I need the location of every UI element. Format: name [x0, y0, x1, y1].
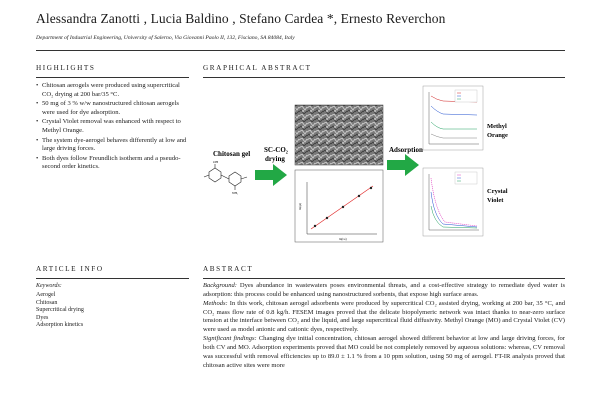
sc-co2-drying-label: SC-CO₂	[264, 146, 288, 154]
sc-co2-drying-label-2: drying	[265, 155, 285, 163]
methyl-orange-label-2: Orange	[487, 132, 508, 139]
keywords-list	[36, 292, 84, 330]
chitosan-molecule-icon	[204, 164, 247, 190]
adsorption-arrow-icon	[387, 154, 419, 176]
crystal-violet-label: Crystal	[487, 188, 508, 195]
keyword-item: Supercritical drying	[36, 307, 84, 313]
highlights-heading: HIGHLIGHTS	[36, 64, 96, 72]
drying-arrow-icon	[255, 164, 287, 186]
highlight-item: • Chitosan aerogels were produced using supercritical CO₂ drying at 200 bar/35 °C.	[36, 82, 188, 99]
adsorption-label: Adsorption	[389, 146, 423, 154]
keyword-item: Chitosan	[36, 299, 58, 306]
methods-label: Methods:	[203, 299, 228, 307]
highlights-divider	[36, 77, 189, 78]
highlight-item: • Crystal Violet removal was enhanced with respect to Methyl Orange.	[36, 118, 188, 135]
crystal-violet-kinetics-plot	[423, 168, 483, 236]
highlights-list	[36, 82, 188, 173]
molecule-oh-label: OH	[213, 160, 219, 164]
graphical-abstract-heading: GRAPHICAL ABSTRACT	[203, 64, 312, 72]
header-divider	[36, 50, 565, 51]
chitosan-gel-label: Chitosan gel	[213, 150, 251, 158]
background-label: Background:	[203, 282, 237, 289]
keywords-label: Keywords:	[36, 283, 62, 289]
author-list: Alessandra Zanotti , Lucia Baldino , Stefano Cardea *, Ernesto Reverchon	[36, 11, 446, 26]
keyword-item: Dyes	[36, 314, 49, 321]
svg-text:ln(Ce): ln(Ce)	[339, 237, 347, 241]
sem-micrograph-image	[295, 105, 383, 165]
findings-label: Significant findings:	[203, 335, 257, 343]
graphical-abstract-divider	[203, 77, 565, 78]
abstract-findings	[203, 335, 565, 370]
methyl-orange-label: Methyl	[487, 123, 507, 130]
abstract-background	[203, 282, 565, 300]
abstract-heading: ABSTRACT	[203, 265, 254, 273]
abstract-divider	[203, 278, 565, 279]
highlight-item: • The system dye-aerogel behaves differently at low and large driving forces.	[36, 137, 188, 154]
findings-text: Changing dye initial concentration, chitosan aerogel showed different behavior at low and large driving forces, for both CV and MO. Adsorption experiments proved that MO could be not completely removed by aqueous solutions: whereas, CV removal was successful with removal efficiencies up to 89.0 ± 1.1 % from a 10 ppm solution, using 50 mg of aerogel. FT-IR analysis proved that chitosan active sites were more	[203, 335, 565, 369]
highlight-item: • 50 mg of 3 % w/w nanostructured chitosan aerogels were used for dye adsorption.	[36, 100, 188, 117]
article-info-heading: ARTICLE INFO	[36, 265, 104, 273]
crystal-violet-label-2: Violet	[487, 197, 504, 204]
molecule-nh2-label: NH₂	[232, 191, 239, 195]
background-text: Dyes abundance in wastewaters poses environmental threats, and a cost-effective strategy to remediate dyed water is adsorption: this process could be enhanced using nanostructured sorbents, that expose high surface areas.	[203, 282, 565, 298]
isotherm-plot	[295, 170, 383, 242]
abstract-methods	[203, 300, 565, 335]
methyl-orange-kinetics-plot	[423, 86, 483, 150]
graphical-abstract-figure	[203, 82, 565, 252]
keyword-item: Adsorption kinetics	[36, 322, 84, 328]
article-info-divider	[36, 278, 189, 279]
keyword-item: Aerogel	[36, 292, 56, 298]
highlight-item: • Both dyes follow Freundlich isotherm and a pseudo-second order kinetics.	[36, 155, 188, 172]
author-affiliation: Department of Industrial Engineering, University of Salerno, Via Giovanni Paolo II, 132, Fisciano, SA 84084, Italy	[36, 35, 295, 41]
abstract-body	[203, 282, 565, 370]
svg-text:ln(qe): ln(qe)	[298, 202, 302, 210]
methods-text: In this work, chitosan aerogel adsorbents were produced by supercritical CO₂ assisted drying, working at 200 bar, 35 °C, and CO₂ mass flow rate of 0.8 kg/h. FESEM images proved that the delicate biopolymeric network was intact thanks to near-zero surface tension at the interface between CO₂ and the liquid, and large supercritical fluid diffusivity. Methyl Orange (MO) and Crystal Violet (CV) were used as model anionic and cationic dyes, respectively.	[203, 299, 565, 334]
